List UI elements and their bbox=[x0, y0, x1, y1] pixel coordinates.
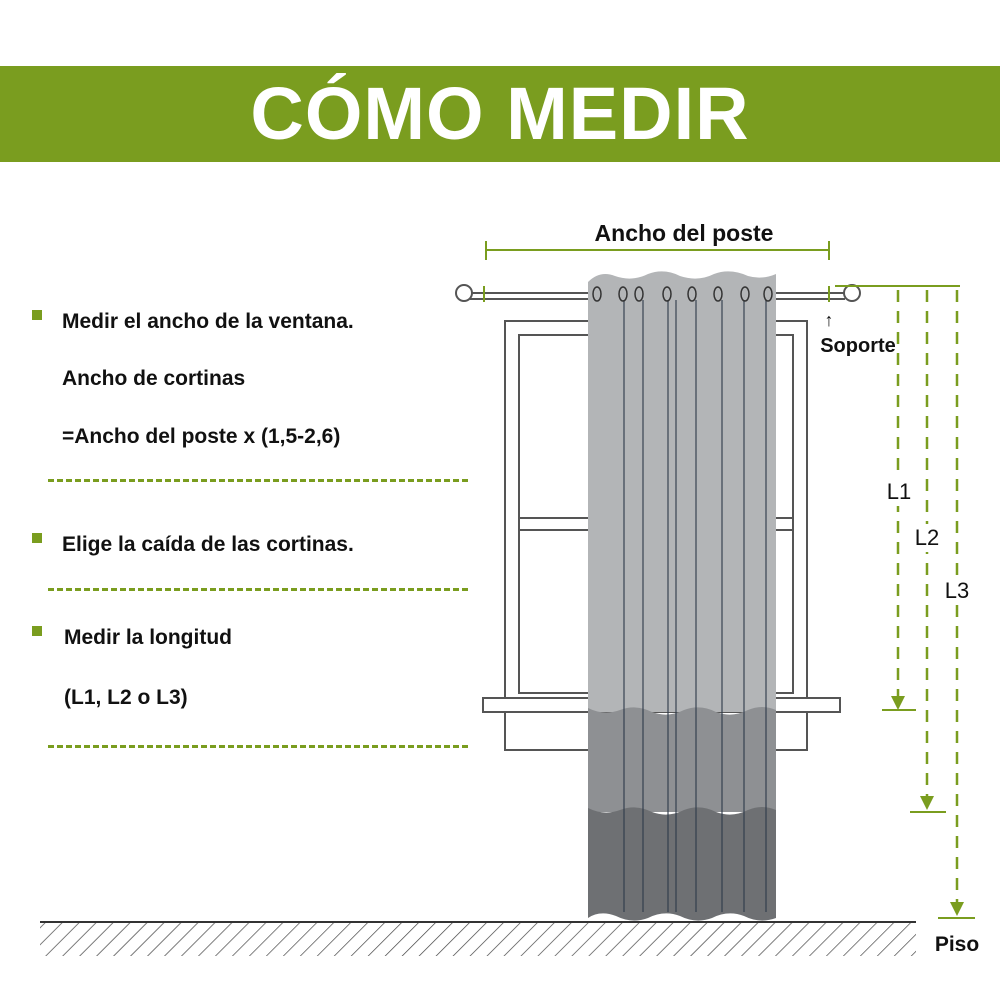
bracket-label: Soporte bbox=[820, 335, 896, 357]
rod-width-dimension bbox=[486, 220, 829, 260]
rod-finial-right bbox=[844, 285, 860, 301]
floor-label: Piso bbox=[934, 933, 980, 956]
l2-label: L2 bbox=[914, 525, 940, 550]
step-3-heading: Medir la longitud bbox=[64, 626, 232, 649]
rod-width-label: Ancho del poste bbox=[594, 220, 774, 246]
length-dimensions bbox=[835, 286, 975, 918]
curtain-panel bbox=[588, 271, 776, 920]
page-title: CÓMO MEDIR bbox=[250, 72, 750, 155]
floor bbox=[40, 922, 979, 956]
rod-finial-left bbox=[456, 285, 472, 301]
l1-arrow-icon bbox=[891, 696, 905, 710]
step-1-heading: Medir el ancho de la ventana. bbox=[62, 310, 354, 333]
l3-arrow-icon bbox=[950, 902, 964, 916]
step-3-line-1: (L1, L2 o L3) bbox=[64, 686, 188, 709]
l3-label: L3 bbox=[944, 578, 970, 603]
up-arrow-icon: ↑ bbox=[824, 310, 834, 330]
step-1-line-2: =Ancho del poste x (1,5-2,6) bbox=[62, 425, 341, 448]
l1-label: L1 bbox=[886, 479, 912, 504]
l2-arrow-icon bbox=[920, 796, 934, 810]
step-2-heading: Elige la caída de las cortinas. bbox=[62, 533, 354, 556]
step-1-line-1: Ancho de cortinas bbox=[62, 367, 246, 390]
